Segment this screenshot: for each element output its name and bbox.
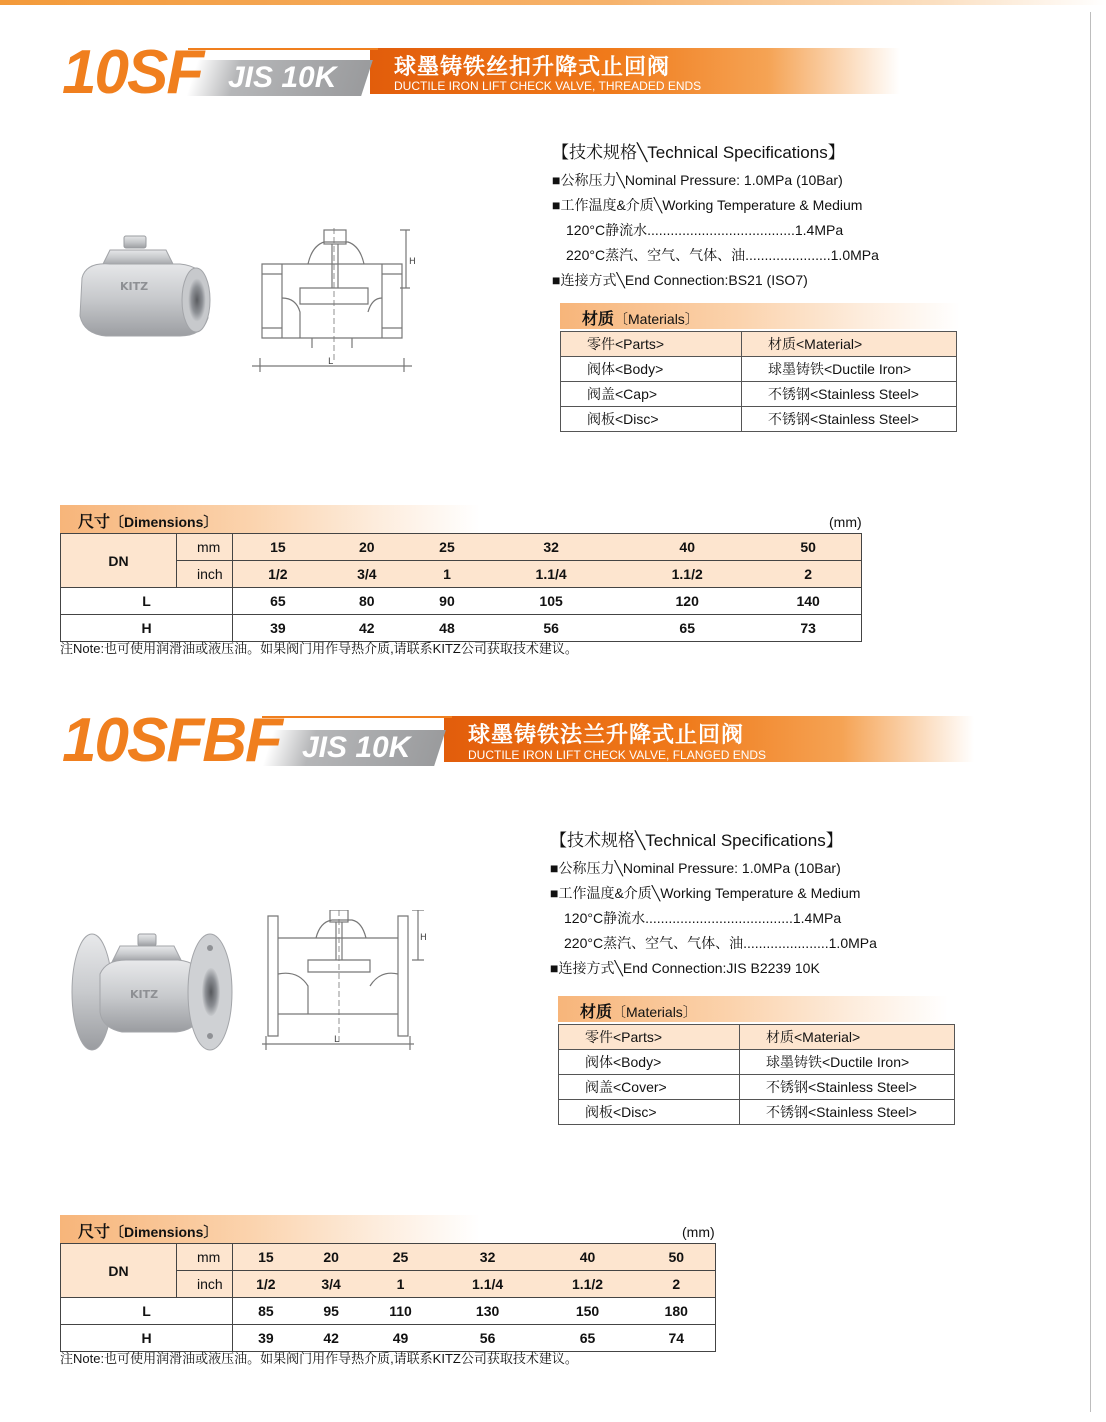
materials-header-row (559, 1025, 955, 1050)
dim-h-cell: 39 (233, 1325, 299, 1352)
right-margin-rule (1090, 12, 1091, 1412)
material-part: 阀板<Disc> (559, 1100, 740, 1125)
dimensions-heading-cn: 尺寸 (78, 1224, 111, 1241)
drawing-label-l: L (328, 357, 334, 367)
material-value: 不锈钢<Stainless Steel> (742, 407, 957, 432)
table-row (61, 588, 862, 615)
spec-temp-1: 120°C静流水......................................1.4MPa (564, 910, 842, 926)
tech-specs (552, 140, 879, 293)
specs-heading: 【技术规格╲Technical Specifications】 (552, 143, 845, 162)
dim-mm-cell: 50 (637, 1244, 715, 1271)
tech-specs (550, 828, 877, 981)
dimensions-table (60, 1243, 716, 1352)
dn-label: DN (61, 534, 177, 588)
dim-h-cell: 73 (755, 615, 861, 642)
dim-h-cell: 42 (323, 615, 411, 642)
dim-mm-cell: 15 (233, 1244, 299, 1271)
title-stripe (262, 716, 452, 718)
dim-mm-cell: 50 (755, 534, 861, 561)
table-row (61, 534, 862, 561)
materials-heading (558, 996, 948, 1022)
mm-label: mm (177, 1244, 233, 1271)
dim-h-cell: 65 (619, 615, 755, 642)
dim-mm-cell: 40 (619, 534, 755, 561)
dim-l-cell: 120 (619, 588, 755, 615)
standard-label: JIS 10K (302, 731, 411, 764)
materials-heading-cn: 材质 (582, 311, 615, 328)
dim-mm-cell: 20 (299, 1244, 364, 1271)
material-value: 球墨铸铁<Ductile Iron> (740, 1050, 955, 1075)
table-row (561, 357, 957, 382)
dim-mm-cell: 32 (483, 534, 619, 561)
dimensions-heading-cn: 尺寸 (78, 514, 111, 531)
dimensions-heading-en: 〔Dimensions〕 (110, 514, 218, 530)
table-row (61, 1244, 716, 1271)
dim-l-cell: 105 (483, 588, 619, 615)
materials-header-material: 材质<Material> (740, 1025, 955, 1050)
dim-h-cell: 49 (363, 1325, 437, 1352)
dim-l-cell: 130 (438, 1298, 538, 1325)
materials-table (560, 331, 957, 432)
svg-text:KITZ: KITZ (130, 988, 159, 1001)
dim-mm-cell: 20 (323, 534, 411, 561)
dim-inch-cell: 1.1/2 (538, 1271, 638, 1298)
dim-h-cell: 56 (483, 615, 619, 642)
material-value: 不锈钢<Stainless Steel> (742, 382, 957, 407)
h-label: H (61, 1325, 233, 1352)
material-value: 不锈钢<Stainless Steel> (740, 1100, 955, 1125)
dim-inch-cell: 2 (637, 1271, 715, 1298)
material-part: 阀盖<Cover> (559, 1075, 740, 1100)
dim-l-cell: 90 (411, 588, 483, 615)
spec-temp-2: 220°C蒸汽、空气、气体、油......................1.0MPa (566, 247, 879, 263)
dim-inch-cell: 1 (363, 1271, 437, 1298)
dim-l-cell: 140 (755, 588, 861, 615)
title-chinese: 球墨铸铁法兰升降式止回阀 (468, 722, 745, 747)
materials-heading-en: 〔Materials〕 (612, 1004, 697, 1020)
materials-heading-cn: 材质 (580, 1004, 613, 1021)
dim-h-cell: 42 (299, 1325, 364, 1352)
material-part: 阀体<Body> (561, 357, 742, 382)
valve-photo-flanged (70, 926, 236, 1052)
table-row (559, 1075, 955, 1100)
dim-inch-cell: 1.1/2 (619, 561, 755, 588)
dimensions-table (60, 533, 862, 642)
standard-label: JIS 10K (228, 61, 337, 94)
spec-pressure: ■公称压力╲Nominal Pressure: 1.0MPa (10Bar) (552, 172, 843, 188)
spec-temp-2: 220°C蒸汽、空气、气体、油......................1.0MPa (564, 935, 877, 951)
material-value: 不锈钢<Stainless Steel> (740, 1075, 955, 1100)
dim-inch-cell: 1.1/4 (483, 561, 619, 588)
spec-connection: ■连接方式╲End Connection:JIS B2239 10K (550, 960, 820, 976)
table-row (559, 1050, 955, 1075)
materials-header-row (561, 332, 957, 357)
dim-mm-cell: 40 (538, 1244, 638, 1271)
materials-heading (560, 303, 960, 329)
spec-temp-1: 120°C静流水......................................1.4MPa (566, 222, 844, 238)
dimensions-unit: (mm) (682, 1224, 715, 1240)
spec-pressure: ■公称压力╲Nominal Pressure: 1.0MPa (10Bar) (550, 860, 841, 876)
dim-inch-cell: 1/2 (233, 561, 323, 588)
top-accent-line (0, 0, 1106, 5)
mm-label: mm (177, 534, 233, 561)
dim-l-cell: 180 (637, 1298, 715, 1325)
table-row (561, 382, 957, 407)
title-chinese: 球墨铸铁丝扣升降式止回阀 (394, 54, 671, 79)
model-number: 10SF (62, 38, 203, 107)
material-part: 阀板<Disc> (561, 407, 742, 432)
note: 注Note:也可使用润滑油或液压油。如果阀门用作导热介质,请联系KITZ公司获取技术建议。 (60, 1351, 578, 1366)
table-row (61, 1298, 716, 1325)
dim-h-cell: 39 (233, 615, 323, 642)
specs-heading: 【技术规格╲Technical Specifications】 (550, 831, 843, 850)
l-label: L (61, 1298, 233, 1325)
table-row (559, 1100, 955, 1125)
valve-drawing-threaded (252, 228, 424, 380)
dimensions-unit: (mm) (829, 514, 862, 530)
dimensions-heading (60, 505, 480, 533)
materials-header-material: 材质<Material> (742, 332, 957, 357)
dim-inch-cell: 3/4 (299, 1271, 364, 1298)
material-part: 阀盖<Cap> (561, 382, 742, 407)
spec-connection: ■连接方式╲End Connection:BS21 (ISO7) (552, 272, 808, 288)
materials-table (558, 1024, 955, 1125)
dim-mm-cell: 15 (233, 534, 323, 561)
spec-temp-heading: ■工作温度&介质╲Working Temperature & Medium (552, 197, 863, 213)
dimensions-heading (60, 1215, 480, 1243)
dim-inch-cell: 1 (411, 561, 483, 588)
h-label: H (61, 615, 233, 642)
svg-text:KITZ: KITZ (120, 280, 149, 293)
valve-drawing-flanged (262, 910, 440, 1056)
dim-l-cell: 110 (363, 1298, 437, 1325)
material-value: 球墨铸铁<Ductile Iron> (742, 357, 957, 382)
dn-label: DN (61, 1244, 177, 1298)
drawing-label-l: L (334, 1035, 340, 1045)
table-row (561, 407, 957, 432)
dim-l-cell: 80 (323, 588, 411, 615)
materials-heading-en: 〔Materials〕 (614, 311, 699, 327)
dim-inch-cell: 1/2 (233, 1271, 299, 1298)
table-row (61, 561, 862, 588)
material-part: 阀体<Body> (559, 1050, 740, 1075)
note: 注Note:也可使用润滑油或液压油。如果阀门用作导热介质,请联系KITZ公司获取技术建议。 (60, 641, 578, 656)
dim-inch-cell: 1.1/4 (438, 1271, 538, 1298)
l-label: L (61, 588, 233, 615)
title-english: DUCTILE IRON LIFT CHECK VALVE, THREADED ENDS (394, 79, 702, 93)
valve-photo-threaded (76, 232, 216, 344)
dim-l-cell: 150 (538, 1298, 638, 1325)
dim-inch-cell: 2 (755, 561, 861, 588)
drawing-label-h: H (420, 933, 427, 943)
dim-l-cell: 65 (233, 588, 323, 615)
title-english: DUCTILE IRON LIFT CHECK VALVE, FLANGED ENDS (468, 748, 767, 762)
materials-header-parts: 零件<Parts> (559, 1025, 740, 1050)
materials-header-parts: 零件<Parts> (561, 332, 742, 357)
dim-l-cell: 95 (299, 1298, 364, 1325)
drawing-label-h: H (409, 257, 416, 267)
dimensions-heading-en: 〔Dimensions〕 (110, 1224, 218, 1240)
title-stripe (188, 48, 378, 50)
dim-inch-cell: 3/4 (323, 561, 411, 588)
dim-h-cell: 56 (438, 1325, 538, 1352)
dim-l-cell: 85 (233, 1298, 299, 1325)
dim-h-cell: 65 (538, 1325, 638, 1352)
inch-label: inch (177, 1271, 233, 1298)
dim-mm-cell: 25 (363, 1244, 437, 1271)
dim-mm-cell: 32 (438, 1244, 538, 1271)
dim-h-cell: 48 (411, 615, 483, 642)
inch-label: inch (177, 561, 233, 588)
model-number: 10SFBF (62, 706, 281, 775)
spec-temp-heading: ■工作温度&介质╲Working Temperature & Medium (550, 885, 861, 901)
dim-h-cell: 74 (637, 1325, 715, 1352)
dim-mm-cell: 25 (411, 534, 483, 561)
